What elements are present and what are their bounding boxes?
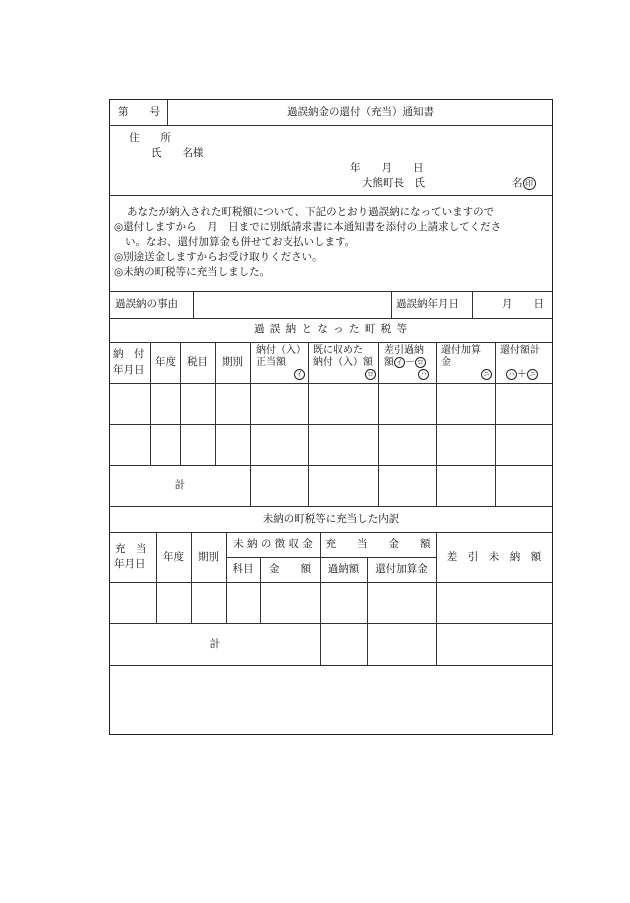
notice-line: い。なお、還付加算金も併せてお支払いします。 xyxy=(125,236,356,248)
col-tax-item: 税目 xyxy=(187,356,208,368)
circled-ro-icon: ロ xyxy=(365,369,376,380)
col-year: 年度 xyxy=(155,356,176,368)
recipient-name-label: 氏 名様 xyxy=(151,147,204,159)
reason-label: 過誤納の事由 xyxy=(115,298,178,310)
col-proper-amount: 納付（入） xyxy=(256,345,306,356)
notice-line: ◎未納の町税等に充当しました。 xyxy=(114,266,271,278)
circled-i-icon: イ xyxy=(294,369,305,380)
col-applied-date: 年月日 xyxy=(114,558,146,570)
divider xyxy=(226,557,436,558)
col-year: 年度 xyxy=(163,551,184,563)
divider xyxy=(193,291,194,318)
divider xyxy=(436,342,437,506)
col-period: 期別 xyxy=(198,551,219,563)
col-diff-amount: 差引過納 xyxy=(384,345,424,356)
divider xyxy=(320,532,321,665)
divider xyxy=(436,532,437,665)
divider xyxy=(110,582,552,583)
divider xyxy=(110,383,552,384)
col-subject: 科目 xyxy=(232,563,254,575)
col-refund-addition: 還付加算金 xyxy=(375,563,428,575)
address-label: 住 所 xyxy=(129,132,171,144)
divider xyxy=(110,532,552,533)
col-payment-date: 納 付 xyxy=(113,348,145,360)
section2-total-label: 計 xyxy=(209,638,221,650)
col-received-amount: 既に収めた xyxy=(313,345,363,356)
divider xyxy=(110,318,552,319)
overpayment-date-label: 過誤納年月日 xyxy=(396,298,459,310)
col-diff-mark xyxy=(418,368,429,381)
overpayment-date-value: 月 日 xyxy=(502,298,544,310)
circled-ni-icon: ニ xyxy=(527,369,538,380)
divider xyxy=(215,342,216,465)
divider xyxy=(472,291,473,318)
col-applied-date: 充 当 xyxy=(115,543,147,555)
circled-ha-icon: ハ xyxy=(418,369,429,380)
document-title: 過誤納金の還付（充当）通知書 xyxy=(287,106,434,118)
divider xyxy=(250,342,251,506)
divider xyxy=(308,342,309,506)
issuer-label: 大熊町長 氏 xyxy=(362,177,425,189)
circled-ha-icon: ハ xyxy=(506,369,517,380)
divider xyxy=(110,665,552,666)
divider xyxy=(110,291,552,292)
divider xyxy=(110,195,552,196)
col-amount: 金 額 xyxy=(269,563,311,575)
section1-total-label: 計 xyxy=(174,479,186,491)
col-payment-date: 年月日 xyxy=(113,364,145,376)
divider xyxy=(110,506,552,507)
divider xyxy=(378,342,379,506)
col-proper-amount: 正当額 xyxy=(256,357,286,368)
col-refund-total: 還付額計 xyxy=(500,345,540,356)
divider xyxy=(150,342,151,465)
circled-i-icon: イ xyxy=(394,357,405,368)
notice-line: ◎還付しますから 月 日までに別紙請求書に本通知書を添付の上請求してくださ xyxy=(114,221,502,233)
col-refund-addition: 金 xyxy=(441,357,451,368)
col-received-mark xyxy=(365,368,376,381)
col-unpaid-collection: 未 納 の 徴 収 金 xyxy=(233,538,313,550)
col-overpaid: 過納額 xyxy=(327,563,360,575)
divider xyxy=(110,125,552,126)
section1-title: 過 誤 納 と な っ た 町 税 等 xyxy=(253,323,409,335)
col-diff-amount: 額 イ － ロ xyxy=(384,356,426,369)
seal-icon: 印 xyxy=(523,177,536,190)
document-number-label: 第 号 xyxy=(118,106,160,118)
divider xyxy=(110,623,552,624)
notice-line: ◎別途送金しますからお受け取りください。 xyxy=(114,251,323,263)
col-addition-mark xyxy=(481,368,492,381)
issue-date-label: 年 月 日 xyxy=(350,162,424,174)
divider xyxy=(260,557,261,623)
divider xyxy=(367,557,368,665)
divider xyxy=(226,532,227,623)
circled-ro-icon: ロ xyxy=(415,357,426,368)
col-remaining-unpaid: 差 引 未 納 額 xyxy=(446,551,542,563)
divider xyxy=(495,342,496,506)
col-proper-mark xyxy=(294,368,305,381)
divider xyxy=(110,465,552,466)
divider xyxy=(391,291,392,318)
seal-label: 名 印 xyxy=(512,177,536,190)
section2-title: 未納の町税等に充当した内訳 xyxy=(262,513,400,525)
circled-ni-icon: ニ xyxy=(481,369,492,380)
divider xyxy=(191,532,192,623)
divider xyxy=(180,342,181,465)
divider xyxy=(156,532,157,623)
col-total-formula: ハ ＋ ニ xyxy=(506,368,538,381)
col-received-amount: 納付（入）額 xyxy=(313,357,373,368)
col-applied-amount: 充 当 金 額 xyxy=(325,538,431,550)
refund-notice-form xyxy=(109,99,553,735)
col-refund-addition: 還付加算 xyxy=(441,345,481,356)
col-period: 期別 xyxy=(222,356,243,368)
divider xyxy=(110,342,552,343)
notice-line: あなたが納入された町税額について、下記のとおり過誤納になっていますので xyxy=(127,206,495,218)
divider xyxy=(110,424,552,425)
